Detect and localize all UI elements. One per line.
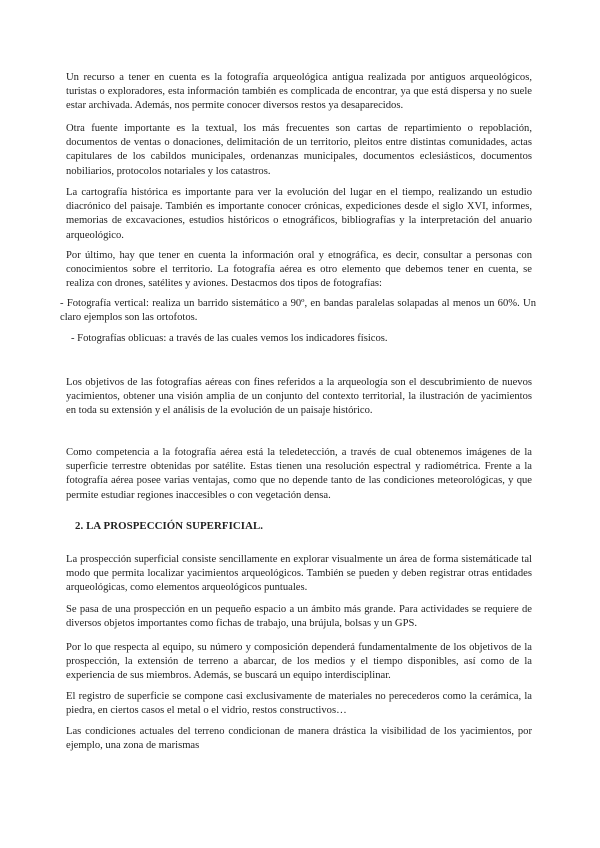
paragraph-textual-sources: Otra fuente importante es la textual, los más frecuentes son cartas de repartimiento o repoblación, documentos de ventas o donaciones, delimitación de un territorio, pleitos entre distintas comunidades, actas capitulares de los cabildos municipales, ordenanzas municipales, documentos eclesiásticos, documentos nobiliarios, protocolos notariales y los catastros. [66,123,532,177]
paragraph-surface-survey: La prospección superficial consiste sencillamente en explorar visualmente un área de forma sistemáticade tal modo que permita localizar yacimientos arqueológicos. También se pueden y deben registrar otras entidades arqueológicas, como elementos arqueológicos puntuales. [66,554,532,594]
bullet-vertical-photography: - Fotografía vertical: realiza un barrido sistemático a 90º, en bandas paralelas solapadas al menos un 60%. Un claro ejemplos son las ortofotos. [60,298,536,324]
paragraph-terrain-conditions: Las condiciones actuales del terreno condicionan de manera drástica la visibilidad de los yacimientos, por ejemplo, una zona de marismas [66,726,532,752]
paragraph-oral-information: Por último, hay que tener en cuenta la información oral y etnográfica, es decir, consultar a personas con conocimientos sobre el territorio. La fotografía aérea es otro elemento que debemos tener en cuenta, se realiza con drones, satélites y aviones. Destacmos dos tipos de fotografías: [66,250,532,290]
paragraph-surface-record: El registro de superficie se compone casi exclusivamente de materiales no perecederos como la cerámica, la piedra, en ciertos casos el metal o el vidrio, restos constructivos… [66,691,532,717]
paragraph-remote-sensing: Como competencia a la fotografía aérea está la teledetección, a través de cual obtenemos imágenes de la superficie terrestre obtenidas por satélite. Estas tienen una resolución espectral y radiométrica. Frente a la fotografía aérea posee varias ventajas, como que no depende tanto de las condiciones meteorológicas, y que permite estudiar regiones inaccesibles o con vegetación densa. [66,447,532,501]
section-heading: 2. LA PROSPECCIÓN SUPERFICIAL. [75,520,264,532]
paragraph-historical-cartography: La cartografía histórica es importante para ver la evolución del lugar en el tiempo, realizando un estudio diacrónico del paisaje. También es importante conocer crónicas, expediciones desde el siglo XVI, informes, memorias de excavaciones, estudios históricos o etnográficos, bibliografías y la interpretación del anuario arqueológico. [66,187,532,241]
paragraph-survey-scale: Se pasa de una prospección en un pequeño espacio a un ámbito más grande. Para actividades se requiere de diversos objetos importantes como fichas de trabajo, una brújula, bolsas y un GPS. [66,604,532,630]
bullet-oblique-photography: - Fotografías oblicuas: a través de las cuales vemos los indicadores físicos. [71,333,388,344]
paragraph-team: Por lo que respecta al equipo, su número y composición dependerá fundamentalmente de los objetivos de la prospección, la extensión de terreno a abarcar, de los medios y el tiempo disponibles, así como de la experiencia de sus miembros. Además, se buscará un equipo interdisciplinar. [66,642,532,682]
paragraph-aerial-objectives: Los objetivos de las fotografías aéreas con fines referidos a la arqueología son el descubrimiento de nuevos yacimientos, obtener una visión amplia de un conjunto del contexto territorial, la ilustración de yacimientos en toda su extensión y el análisis de la evolución de un paisaje histórico. [66,377,532,417]
paragraph-archaeological-photography: Un recurso a tener en cuenta es la fotografía arqueológica antigua realizada por antiguos arqueológicos, turistas o exploradores, esta información también es complicada de encontrar, ya que está dispersa y no suele estar archivada. Además, nos permite conocer diversos restos ya desaparecidos. [66,72,532,112]
